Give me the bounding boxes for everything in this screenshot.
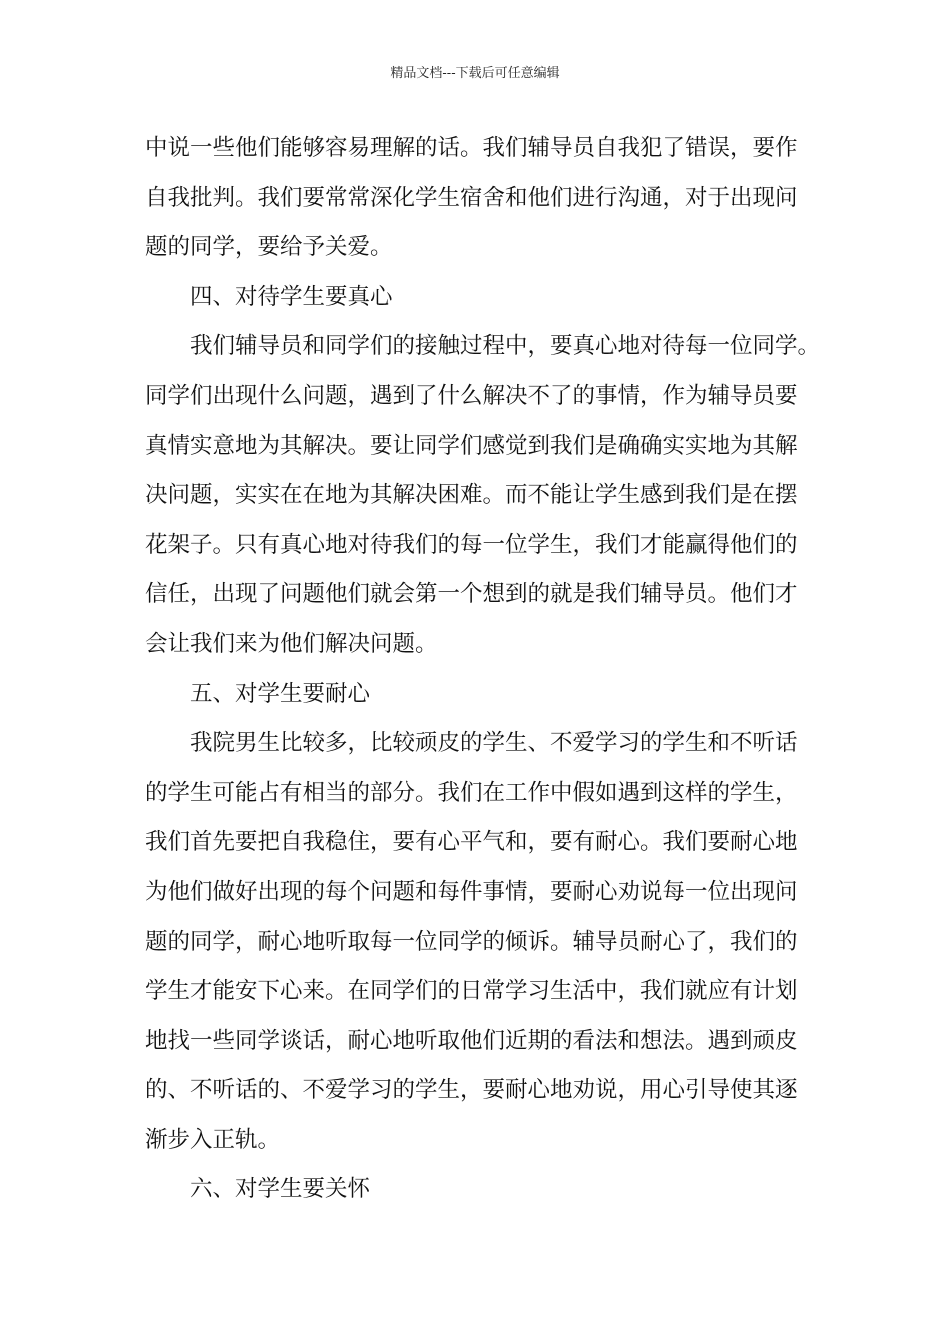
text-line: 渐步入正轨。 [145, 1126, 281, 1153]
text-line: 我们辅导员和同学们的接触过程中，要真心地对待每一位同学。 [190, 333, 821, 360]
text-line: 学生才能安下心来。在同学们的日常学习生活中，我们就应有计划 [145, 978, 798, 1005]
text-line: 信任，出现了问题他们就会第一个想到的就是我们辅导员。他们才 [145, 581, 798, 608]
document-body [145, 124, 825, 1215]
text-line: 自我批判。我们要常常深化学生宿舍和他们进行沟通，对于出现问 [145, 184, 798, 211]
page-header: 精品文档---下载后可任意编辑 [390, 66, 560, 81]
text-line: 中说一些他们能够容易理解的话。我们辅导员自我犯了错误，要作 [145, 135, 798, 161]
text-line: 花架子。只有真心地对待我们的每一位学生，我们才能赢得他们的 [145, 531, 798, 558]
text-line: 真情实意地为其解决。要让同学们感觉到我们是确确实实地为其解 [145, 432, 798, 459]
section-heading-5: 五、对学生要耐心 [190, 680, 371, 707]
text-line: 为他们做好出现的每个问题和每件事情，要耐心劝说每一位出现问 [145, 878, 798, 905]
text-line: 题的同学，耐心地听取每一位同学的倾诉。辅导员耐心了，我们的 [145, 928, 798, 955]
text-line: 地找一些同学谈话，耐心地听取他们近期的看法和想法。遇到顽皮 [145, 1027, 798, 1054]
text-line: 的学生可能占有相当的部分。我们在工作中假如遇到这样的学生， [145, 779, 798, 806]
text-line: 同学们出现什么问题，遇到了什么解决不了的事情，作为辅导员要 [145, 382, 798, 409]
section-heading-6: 六、对学生要关怀 [190, 1176, 371, 1203]
text-line: 决问题，实实在在地为其解决困难。而不能让学生感到我们是在摆 [145, 482, 798, 509]
text-line: 我们首先要把自我稳住，要有心平气和，要有耐心。我们要耐心地 [145, 829, 798, 856]
section-heading-4: 四、对待学生要真心 [190, 283, 393, 310]
text-line: 会让我们来为他们解决问题。 [145, 630, 438, 657]
text-line: 题的同学，要给予关爱。 [145, 234, 393, 261]
text-line: 的、不听话的、不爱学习的学生，要耐心地劝说，用心引导使其逐 [145, 1077, 798, 1104]
text-line: 我院男生比较多，比较顽皮的学生、不爱学习的学生和不听话 [190, 730, 798, 757]
